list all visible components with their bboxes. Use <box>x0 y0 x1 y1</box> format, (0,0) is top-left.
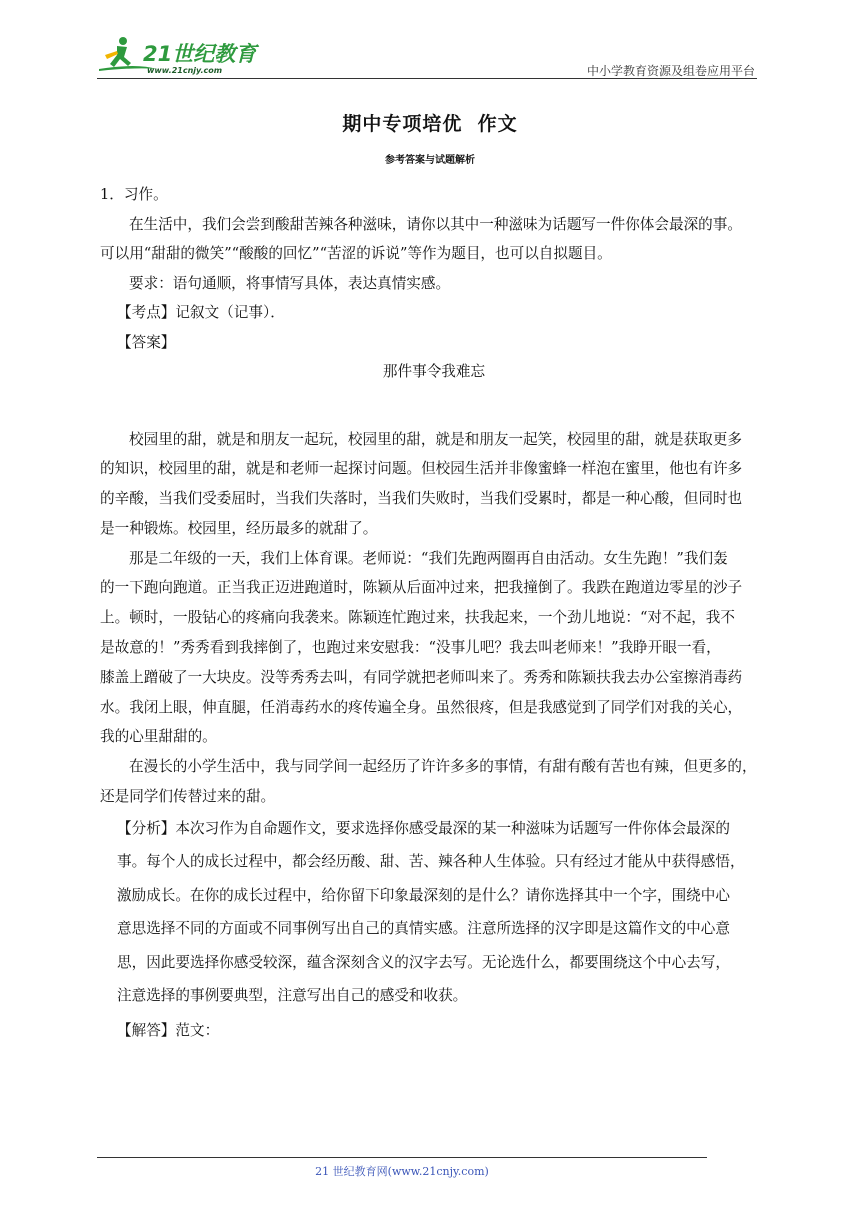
requirement-line: 要求：语句通顺，将事情写具体，表达真情实感。 <box>129 274 451 292</box>
logo-text: 21世纪教育 <box>143 42 257 66</box>
essay-line: 上。顿时，一股钻心的疼痛向我袭来。陈颖连忙跑过来，扶我起来，一个劲儿地说：“对不起，我不 <box>100 609 735 627</box>
platform-name: 中小学教育资源及组卷应用平台 <box>586 64 755 78</box>
essay-line: 水。我闭上眼，伸直腿，任消毒药水的疼传遍全身。虽然很疼，但是我感觉到了同学们对我的关心， <box>100 698 743 716</box>
essay-line: 还是同学们传替过来的甜。 <box>100 788 276 806</box>
essay-line: 我的心里甜甜的。 <box>100 728 217 746</box>
page-subtitle: 参考答案与试题解析 <box>385 155 475 166</box>
kaodian-label: 【考点】 <box>117 304 176 321</box>
essay-paragraph-1 <box>100 425 768 544</box>
essay-paragraph-3 <box>100 752 768 812</box>
analysis-line: 激励成长。在你的成长过程中，给你留下印象最深刻的是什么？请你选择其中一个字，围绕中心 <box>117 886 730 904</box>
essay-line: 的辛酸，当我们受委屈时，当我们失落时，当我们失败时，当我们受累时，都是一种心酸，但同时也 <box>100 490 743 508</box>
header-divider <box>97 78 757 79</box>
blank-gap <box>100 387 768 425</box>
document-body <box>100 180 768 1049</box>
prompt-line-2: 可以用“甜甜的微笑”“酸酸的回忆”“苦涩的诉说”等作为题目，也可以自拟题目。 <box>100 245 612 262</box>
jieda-line <box>100 1013 768 1049</box>
essay-line: 膝盖上蹭破了一大块皮。没等秀秀去叫，有同学就把老师叫来了。秀秀和陈颖扶我去办公室擦消毒药 <box>100 668 743 686</box>
essay-line: 的一下跑向跑道。正当我正迈进跑道时，陈颖从后面冲过来，把我撞倒了。我跌在跑道边零星的沙子 <box>100 579 743 597</box>
analysis-line: 事。每个人的成长过程中，都会经历酸、甜、苦、辣各种人生体验。只有经过才能从中获得感悟， <box>117 853 745 871</box>
essay-line: 是故意的！”秀秀看到我摔倒了，也跑过来安慰我：“没事儿吧？我去叫老师来！”我睁开眼一看， <box>100 639 721 657</box>
footer-site-link[interactable]: 21 世纪教育网(www.21cnjy.com) <box>315 1165 489 1178</box>
analysis-line: 意思选择不同的方面或不同事例写出自己的真情实感。注意所选择的汉字即是这篇作文的中心意 <box>117 920 730 938</box>
analysis-section <box>100 812 768 1013</box>
essay-line: 那是二年级的一天，我们上体育课。老师说：“我们先跑两圈再自由活动。女生先跑！”我们轰 <box>129 549 728 567</box>
prompt-line-1: 在生活中，我们会尝到酸甜苦辣各种滋味，请你以其中一种滋味为话题写一件你体会最深的事。 <box>129 215 742 233</box>
site-logo <box>97 33 267 79</box>
essay-line: 是一种锻炼。校园里，经历最多的就甜了。 <box>100 519 378 537</box>
footer-divider <box>97 1157 707 1158</box>
jieda-label: 【解答】 <box>117 1021 176 1039</box>
analysis-text: 本次习作为自命题作文，要求选择你感受最深的某一种滋味为话题写一件你体会最深的 <box>175 819 730 837</box>
essay-line: 的知识，校园里的甜，就是和老师一起探讨问题。但校园生活并非像蜜蜂一样泡在蜜里，他也有许多 <box>100 460 743 478</box>
logo-url: www.21cnjy.com <box>147 66 223 75</box>
essay-line: 在漫长的小学生活中，我与同学间一起经历了许许多多的事情，有甜有酸有苦也有辣，但更多的， <box>129 758 757 776</box>
analysis-label: 【分析】 <box>117 819 176 837</box>
page-title: 期中专项培优 作文 <box>342 113 518 135</box>
kaodian-line <box>100 298 768 328</box>
essay-paragraph-2 <box>100 544 768 753</box>
analysis-first-line <box>100 812 768 846</box>
answer-label: 【答案】 <box>117 333 176 351</box>
essay-title: 那件事令我难忘 <box>382 363 486 380</box>
jieda-text: 范文： <box>175 1021 220 1039</box>
kaodian-text: 记叙文（记事）． <box>175 304 285 321</box>
analysis-line: 注意选择的事例要典型，注意写出自己的感受和收获。 <box>117 987 468 1005</box>
analysis-line: 思，因此要选择你感受较深，蕴含深刻含义的汉字去写。无论选什么，都要围绕这个中心去写， <box>117 953 730 971</box>
question-number: 1．习作。 <box>100 186 168 203</box>
essay-line: 校园里的甜，就是和朋友一起玩，校园里的甜，就是和朋友一起笑，校园里的甜，就是获取更多 <box>129 430 742 448</box>
page-header <box>97 33 757 79</box>
